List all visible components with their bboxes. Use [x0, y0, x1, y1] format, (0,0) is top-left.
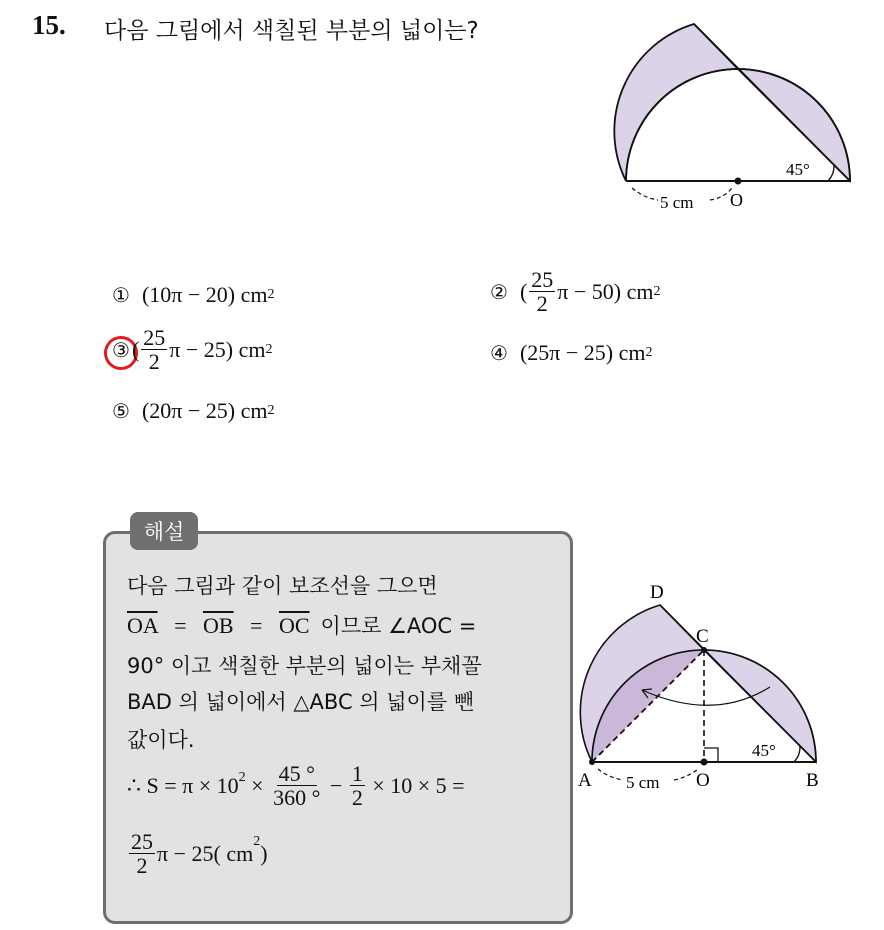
solution-figure: [572, 572, 832, 802]
times-sign: ×: [245, 772, 270, 798]
solution-tag: 해설: [130, 512, 198, 550]
choice-text: (25π − 25): [519, 340, 614, 365]
point-c: [701, 647, 707, 653]
choice-text: π − 50): [557, 278, 622, 304]
fraction-angle: [271, 762, 322, 809]
center-label: O: [730, 190, 743, 210]
unit: cm: [626, 278, 654, 304]
numerator: 25: [131, 829, 153, 854]
choice-text: (10π − 20): [141, 282, 236, 307]
center-dot: [735, 178, 742, 185]
slanted-line: [694, 24, 850, 181]
solution-line-2: [127, 610, 476, 640]
numerator: 25: [531, 267, 554, 292]
formula-start: ∴ S = π × 10: [127, 772, 239, 798]
result-close: ): [260, 840, 268, 866]
exponent: 2: [645, 345, 653, 360]
angle-label: 45°: [786, 160, 810, 179]
paren: (: [131, 336, 140, 362]
segment-oc: $\overline{OC}$: [278, 613, 310, 638]
choice-mark: ③: [112, 337, 130, 362]
label-b: B: [806, 770, 819, 791]
segment-ob: $\overline{OB}$: [202, 613, 234, 638]
denominator: 2: [351, 785, 363, 811]
numerator: 1: [351, 761, 363, 786]
choice-mark: ④: [490, 341, 508, 365]
paren: (: [519, 278, 528, 304]
choice-mark: ⑤: [112, 399, 130, 423]
unit: cm: [618, 340, 646, 365]
length-dash-right: [710, 188, 732, 200]
fraction-half: [350, 762, 365, 809]
length-label: 5 cm: [626, 773, 660, 792]
shaded-region: [614, 24, 738, 181]
choice-4[interactable]: [490, 340, 653, 366]
choice-2[interactable]: [490, 268, 661, 315]
choice-1[interactable]: [112, 282, 275, 308]
label-o: O: [696, 770, 710, 791]
label-a: A: [578, 770, 592, 791]
length-dash: [632, 188, 658, 200]
label-d: D: [650, 582, 664, 603]
exponent: 2: [267, 403, 275, 418]
unit: cm: [240, 398, 268, 423]
denominator: 2: [536, 291, 548, 317]
choice-mark: ②: [490, 279, 508, 304]
length-dash-right: [674, 769, 698, 780]
angle-arc: [828, 165, 834, 181]
result-fraction: [129, 830, 155, 877]
exponent: 2: [653, 283, 661, 299]
length-label: 5 cm: [660, 193, 694, 212]
angle-arc: [794, 746, 800, 762]
result-text: π − 25( cm: [157, 840, 254, 866]
equals-sign: =: [250, 613, 263, 638]
solution-line-3: 90° 이고 색칠한 부분의 넓이는 부채꼴: [127, 654, 482, 678]
choice-5[interactable]: [112, 398, 275, 424]
unit: cm: [240, 282, 268, 307]
denominator: 2: [136, 853, 148, 879]
segment-oa: $\overline{OA}$: [127, 613, 158, 638]
denominator: 360 °: [273, 785, 321, 811]
label-c: C: [696, 626, 709, 647]
numerator: 45 °: [278, 761, 315, 786]
formula-end: × 10 × 5 =: [366, 772, 465, 798]
choice-text: π − 25): [169, 336, 234, 362]
solution-line-2-rest: 이므로 ∠AOC =: [320, 614, 477, 638]
question-number: 15.: [32, 10, 66, 40]
numerator: 25: [143, 325, 166, 350]
solution-line-1: 다음 그림과 같이 보조선을 그으면: [127, 574, 438, 598]
question-text: 다음 그림에서 색칠된 부분의 넓이는?: [104, 18, 479, 44]
denominator: 2: [148, 349, 160, 375]
unit: cm: [238, 336, 266, 362]
minus-sign: −: [324, 772, 348, 798]
solution-result: [127, 830, 268, 877]
fraction: [529, 268, 555, 315]
point-a: [589, 759, 595, 765]
exponent: 2: [267, 287, 275, 302]
fraction: [141, 326, 167, 373]
choice-text: (20π − 25): [141, 398, 236, 423]
choice-3[interactable]: [112, 326, 273, 373]
exponent: 2: [265, 341, 273, 357]
choice-mark: ①: [112, 283, 130, 307]
slanted-line: [660, 605, 816, 762]
exponent: 2: [253, 834, 261, 849]
solution-line-5: 값이다.: [127, 728, 195, 752]
angle-label: 45°: [752, 741, 776, 760]
solution-formula: [127, 762, 465, 809]
question-figure: [610, 14, 870, 219]
exponent: 2: [238, 770, 246, 785]
point-o: [701, 759, 708, 766]
solution-line-4: BAD 의 넓이에서 △ABC 의 넓이를 뺀: [127, 690, 475, 714]
length-dash: [598, 769, 622, 780]
equals-sign: =: [174, 613, 187, 638]
